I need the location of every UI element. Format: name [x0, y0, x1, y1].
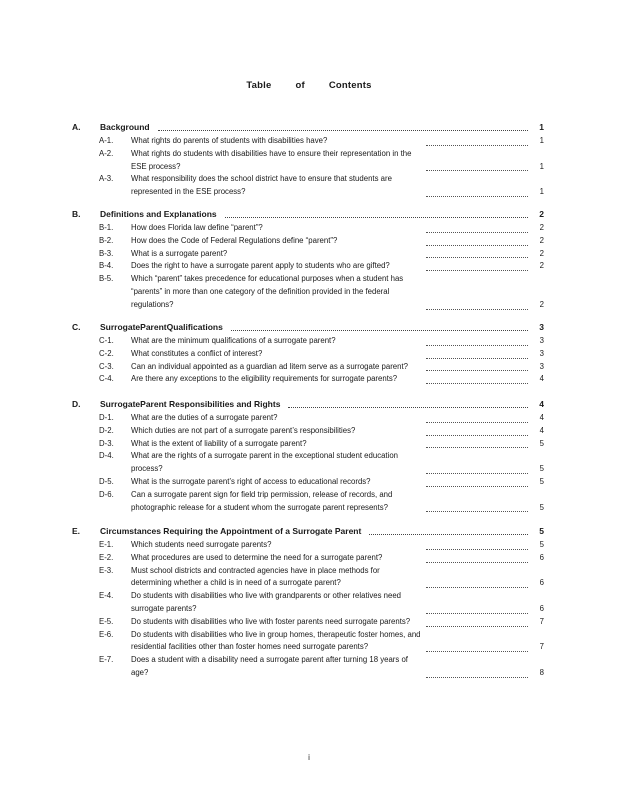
entry-code: B-3.	[99, 248, 114, 258]
toc-entry[interactable]	[99, 148, 544, 174]
entry-question-line: Do students with disabilities who live in group homes, therapeutic foster homes, and	[131, 629, 421, 639]
dot-leader	[426, 677, 528, 678]
dot-leader	[288, 407, 528, 408]
dot-leader	[426, 145, 528, 146]
entry-question	[131, 438, 416, 451]
dot-leader	[426, 447, 528, 448]
section-title: Definitions and Explanations	[100, 209, 217, 219]
entry-page-number: 7	[539, 642, 544, 652]
entry-question	[131, 489, 416, 515]
entry-code: E-4.	[99, 591, 114, 601]
entry-code: A-1.	[99, 136, 114, 145]
entry-question	[131, 273, 416, 311]
entry-code: C-2.	[99, 348, 114, 358]
page-number-footer: i	[308, 753, 310, 762]
entry-code: D-4.	[99, 451, 114, 461]
entry-page-number: 4	[539, 374, 544, 384]
entry-question-line: Which “parent” takes precedence for educational purposes when a student has	[131, 274, 404, 284]
dot-leader	[426, 486, 528, 487]
section-letter: C.	[72, 322, 81, 332]
entry-code: D-2.	[99, 425, 114, 435]
entry-code: E-1.	[99, 540, 114, 549]
entry-question-line: What are the duties of a surrogate parent?	[131, 413, 278, 422]
entry-question	[131, 222, 416, 235]
entry-question	[131, 565, 416, 591]
toc-section[interactable]	[72, 525, 544, 537]
dot-leader	[231, 330, 528, 331]
toc-entry[interactable]	[99, 248, 544, 261]
toc-entry[interactable]	[99, 616, 544, 629]
entry-code: B-5.	[99, 274, 114, 284]
dot-leader	[426, 626, 528, 627]
entry-code: D-6.	[99, 489, 114, 499]
dot-leader	[158, 130, 528, 131]
entry-question-line: surrogate parents?	[131, 603, 197, 613]
entry-code: E-6.	[99, 629, 114, 639]
entry-question-line: “parents” in more than one category of the definition provided in the federal	[131, 286, 390, 296]
entry-page-number: 4	[539, 413, 544, 422]
toc-entry[interactable]	[99, 373, 544, 386]
entry-page-number: 6	[539, 552, 544, 562]
dot-leader	[426, 587, 528, 588]
section-title: Circumstances Requiring the Appointment of a Surrogate Parent	[100, 526, 362, 536]
toc-entry[interactable]	[99, 565, 544, 591]
entry-code: B-4.	[99, 261, 114, 271]
entry-question-line: residential facilities other than foster homes need surrogate parents?	[131, 642, 369, 652]
toc-section[interactable]	[72, 208, 544, 220]
entry-question	[131, 425, 416, 438]
dot-leader	[426, 383, 528, 384]
entry-question-line: What procedures are used to determine the need for a surrogate parent?	[131, 552, 383, 562]
entry-page-number: 5	[539, 477, 544, 486]
entry-page-number: 2	[539, 223, 544, 232]
entry-code: C-4.	[99, 374, 114, 384]
section-letter: B.	[72, 209, 81, 219]
entry-page-number: 3	[539, 348, 544, 358]
entry-question	[131, 476, 416, 489]
toc-entry[interactable]	[99, 348, 544, 361]
entry-question-line: What are the rights of a surrogate parent in the exceptional student education	[131, 451, 398, 461]
entry-question-line: Can a surrogate parent sign for field trip permission, release of records, and	[131, 489, 393, 499]
section-page-number: 4	[539, 399, 544, 409]
dot-leader	[426, 170, 528, 171]
entry-question-line: Do students with disabilities who live with foster parents need surrogate parents?	[131, 616, 411, 626]
entry-question-line: age?	[131, 667, 149, 677]
toc-entry[interactable]	[99, 450, 544, 476]
entry-page-number: 8	[539, 667, 544, 677]
entry-page-number: 2	[539, 299, 544, 309]
entry-code: C-3.	[99, 361, 114, 371]
entry-code: B-2.	[99, 235, 114, 245]
toc-entry[interactable]	[99, 260, 544, 273]
entry-question-line: Are there any exceptions to the eligibility requirements for surrogate parents?	[131, 374, 398, 384]
entry-question-line: determining whether a child is in need of a surrogate parent?	[131, 578, 341, 588]
section-title: SurrogateParentQualifications	[100, 322, 223, 332]
entry-page-number: 7	[539, 616, 544, 626]
entry-question	[131, 135, 416, 148]
entry-page-number: 3	[539, 361, 544, 371]
page-title	[0, 80, 618, 91]
dot-leader	[426, 370, 528, 371]
toc-entry[interactable]	[99, 476, 544, 489]
entry-code: A-2.	[99, 148, 114, 158]
entry-code: E-2.	[99, 552, 114, 562]
dot-leader	[426, 257, 528, 258]
entry-page-number: 2	[539, 235, 544, 245]
entry-question-line: Do students with disabilities who live with grandparents or other relatives need	[131, 591, 402, 601]
toc-entry[interactable]	[99, 335, 544, 348]
section-letter: D.	[72, 399, 81, 409]
toc-entry[interactable]	[99, 590, 544, 616]
entry-question-line: What rights do parents of students with disabilities have?	[131, 136, 328, 145]
entry-page-number: 6	[539, 603, 544, 613]
entry-question	[131, 539, 416, 552]
entry-question	[131, 412, 416, 425]
entry-question	[131, 348, 416, 361]
toc-entry[interactable]	[99, 552, 544, 565]
toc-entry[interactable]	[99, 629, 544, 655]
section-page-number: 1	[539, 122, 544, 132]
entry-page-number: 1	[539, 187, 544, 197]
dot-leader	[426, 549, 528, 550]
entry-code: D-1.	[99, 413, 114, 422]
entry-question	[131, 260, 416, 273]
entry-question-line: process?	[131, 464, 163, 474]
dot-leader	[369, 534, 528, 535]
entry-question-line: What responsibility does the school district have to ensure that students are	[131, 174, 392, 184]
entry-question-line: Must school districts and contracted agencies have in place methods for	[131, 565, 380, 575]
entry-question-line: regulations?	[131, 299, 174, 309]
entry-question-line: Which duties are not part of a surrogate parent’s responsibilities?	[131, 425, 356, 435]
entry-question	[131, 173, 416, 199]
toc-entry[interactable]	[99, 273, 544, 311]
title-word: of	[295, 80, 305, 91]
entry-page-number: 2	[539, 261, 544, 271]
dot-leader	[225, 217, 528, 218]
entry-question	[131, 335, 416, 348]
entry-question-line: photographic release for a student whom the surrogate parent represents?	[131, 502, 389, 512]
section-letter: A.	[72, 122, 81, 132]
toc-section[interactable]	[72, 321, 544, 333]
dot-leader	[426, 358, 528, 359]
dot-leader	[426, 232, 528, 233]
entry-question	[131, 450, 416, 476]
entry-question	[131, 148, 416, 174]
dot-leader	[426, 245, 528, 246]
dot-leader	[426, 613, 528, 614]
entry-question	[131, 361, 416, 374]
toc-entry[interactable]	[99, 135, 544, 148]
entry-question-line: Does a student with a disability need a surrogate parent after turning 18 years of	[131, 655, 408, 665]
entry-code: D-5.	[99, 477, 114, 486]
entry-page-number: 5	[539, 438, 544, 448]
toc-entry[interactable]	[99, 438, 544, 451]
entry-question-line: Can an individual appointed as a guardian ad litem serve as a surrogate parent?	[131, 361, 408, 371]
entry-code: A-3.	[99, 174, 114, 184]
section-page-number: 3	[539, 322, 544, 332]
entry-question-line: What are the minimum qualifications of a surrogate parent?	[131, 336, 336, 345]
entry-question	[131, 654, 416, 680]
dot-leader	[426, 422, 528, 423]
entry-question	[131, 590, 416, 616]
entry-question-line: How does the Code of Federal Regulations define “parent”?	[131, 235, 338, 245]
toc-entry[interactable]	[99, 222, 544, 235]
entry-page-number: 3	[539, 336, 544, 345]
entry-question-line: What is the surrogate parent’s right of access to educational records?	[131, 477, 371, 486]
dot-leader	[426, 270, 528, 271]
dot-leader	[426, 435, 528, 436]
entry-question-line: ESE process?	[131, 161, 181, 171]
toc-entry[interactable]	[99, 235, 544, 248]
dot-leader	[426, 473, 528, 474]
entry-question-line: What rights do students with disabilities have to ensure their representation in the	[131, 148, 412, 158]
entry-question-line: represented in the ESE process?	[131, 187, 246, 197]
title-word: Contents	[328, 80, 372, 91]
dot-leader	[426, 511, 528, 512]
toc-entry[interactable]	[99, 425, 544, 438]
toc-entry[interactable]	[99, 412, 544, 425]
entry-question-line: Which students need surrogate parents?	[131, 540, 272, 549]
toc-entry[interactable]	[99, 654, 544, 680]
entry-question	[131, 373, 416, 386]
entry-question	[131, 616, 416, 629]
entry-page-number: 2	[539, 248, 544, 258]
section-title: Background	[100, 122, 150, 132]
entry-question	[131, 235, 416, 248]
toc-entry[interactable]	[99, 361, 544, 374]
section-page-number: 5	[539, 526, 544, 536]
entry-question-line: How does Florida law define “parent”?	[131, 223, 263, 232]
section-page-number: 2	[539, 209, 544, 219]
entry-code: B-1.	[99, 223, 114, 232]
entry-code: C-1.	[99, 336, 114, 345]
toc-entry[interactable]	[99, 539, 544, 552]
entry-page-number: 4	[539, 425, 544, 435]
entry-code: D-3.	[99, 438, 114, 448]
dot-leader	[426, 651, 528, 652]
entry-page-number: 1	[539, 161, 544, 171]
section-title: SurrogateParent Responsibilities and Rights	[100, 399, 281, 409]
dot-leader	[426, 309, 528, 310]
entry-question-line: What is a surrogate parent?	[131, 248, 228, 258]
entry-code: E-5.	[99, 616, 114, 626]
title-word: Table	[246, 80, 272, 91]
toc-section[interactable]	[72, 121, 544, 133]
section-letter: E.	[72, 526, 81, 536]
entry-page-number: 5	[539, 540, 544, 549]
entry-page-number: 5	[539, 464, 544, 474]
entry-question-line: What constitutes a conflict of interest?	[131, 348, 263, 358]
toc-entry[interactable]	[99, 489, 544, 515]
entry-page-number: 5	[539, 502, 544, 512]
dot-leader	[426, 196, 528, 197]
entry-code: E-7.	[99, 655, 114, 665]
dot-leader	[426, 562, 528, 563]
entry-page-number: 6	[539, 578, 544, 588]
entry-question	[131, 629, 421, 655]
entry-page-number: 1	[539, 136, 544, 145]
toc-entry[interactable]	[99, 173, 544, 199]
dot-leader	[426, 345, 528, 346]
entry-question-line: What is the extent of liability of a surrogate parent?	[131, 438, 307, 448]
entry-question	[131, 552, 416, 565]
entry-question-line: Does the right to have a surrogate parent apply to students who are gifted?	[131, 261, 390, 271]
toc-section[interactable]	[72, 398, 544, 410]
entry-question	[131, 248, 416, 261]
entry-code: E-3.	[99, 565, 114, 575]
